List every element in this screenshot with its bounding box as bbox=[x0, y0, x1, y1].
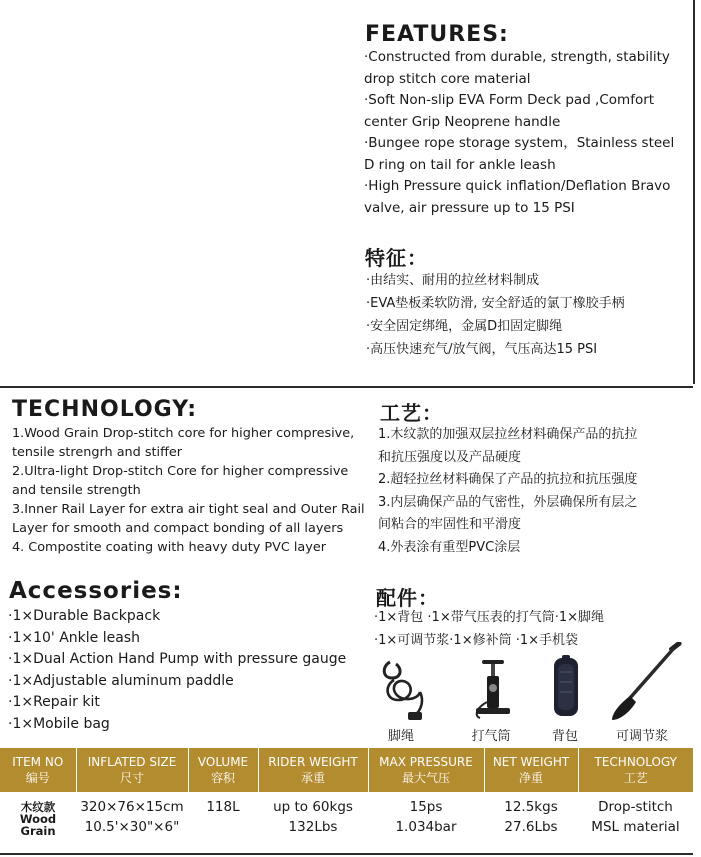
accessory-label: 背包 bbox=[551, 729, 578, 744]
table-row bbox=[0, 792, 693, 837]
accessory-label: 脚绳 bbox=[387, 729, 414, 744]
ankle-leash-icon bbox=[380, 656, 430, 722]
technology-cn-line: 4.外表涂有重型PVC涂层 bbox=[378, 539, 521, 555]
features-cn-line: ·EVA垫板柔软防滑, 安全舒适的氯丁橡胶手柄 bbox=[366, 296, 625, 311]
accessories-cn-title: 配件： bbox=[376, 586, 439, 610]
features-cn-line: ·安全固定绑绳，金属D扣固定脚绳 bbox=[366, 319, 563, 334]
features-line: drop stitch core material bbox=[364, 70, 531, 87]
accessories-cn-line: ·1×可调节浆·1×修补筒 ·1×手机袋 bbox=[374, 633, 579, 648]
technology-cn-line: 2.超轻拉丝材料确保了产品的抗拉和抗压强度 bbox=[378, 472, 638, 487]
spec-cell-net-weight: 12.5kgs 27.6Lbs bbox=[504, 799, 558, 835]
technology-cn-line: 3.内层确保产品的气密性，外层确保所有层之 bbox=[378, 494, 638, 510]
paddle-icon bbox=[608, 642, 686, 724]
technology-line: 4. Compostite coating with heavy duty PVC layer bbox=[12, 540, 326, 555]
features-list bbox=[364, 47, 674, 219]
spec-cell-volume: 118L bbox=[206, 799, 240, 815]
technology-line: 2.Ultra-light Drop-stitch Core for higher compressive bbox=[12, 464, 349, 479]
technology-cn-title: 工艺： bbox=[380, 401, 443, 425]
spec-cell-rider-weight: up to 60kgs 132Lbs bbox=[273, 799, 353, 835]
accessories-list bbox=[8, 606, 346, 735]
features-line: ·Constructed from durable, strength, stability bbox=[364, 49, 670, 65]
accessories-line: ·1×Repair kit bbox=[8, 694, 100, 710]
spec-header-rider-weight: RIDER WEIGHT 承重 bbox=[258, 748, 368, 792]
features-line: ·High Pressure quick inflation/Deflation Bravo bbox=[364, 178, 671, 194]
technology-title: TECHNOLOGY: bbox=[12, 397, 198, 422]
spec-header-item: ITEM NO 编号 bbox=[0, 748, 76, 792]
spec-header-technology: TECHNOLOGY 工艺 bbox=[578, 748, 693, 792]
technology-cn-line: 1.木纹款的加强双层拉丝材料确保产品的抗拉 bbox=[378, 427, 638, 442]
accessory-label: 打气筒 bbox=[471, 729, 511, 744]
features-line: valve, air pressure up to 15 PSI bbox=[364, 199, 575, 216]
accessory-label: 可调节浆 bbox=[615, 729, 668, 744]
features-line: ·Bungee rope storage system，Stainless steel bbox=[364, 135, 675, 151]
technology-line: 3.Inner Rail Layer for extra air tight seal and Outer Rail bbox=[12, 502, 365, 517]
features-cn-line: ·由结实、耐用的拉丝材料制成 bbox=[366, 273, 540, 288]
accessories-title: Accessories: bbox=[9, 578, 183, 604]
technology-line: Layer for smooth and compact bonding of all layers bbox=[12, 521, 344, 536]
features-line: ·Soft Non-slip EVA Form Deck pad ,Comfort bbox=[364, 92, 655, 108]
technology-list bbox=[12, 424, 365, 557]
spec-cell-size: 320×76×15cm 10.5'×30"×6" bbox=[80, 799, 184, 835]
accessories-line: ·1×Adjustable aluminum paddle bbox=[8, 672, 234, 689]
hand-pump-icon bbox=[468, 658, 518, 722]
accessories-cn-line: ·1×背包 ·1×带气压表的打气筒·1×脚绳 bbox=[374, 610, 605, 625]
accessories-line: ·1×Durable Backpack bbox=[8, 608, 161, 624]
features-cn-line: ·高压快速充气/放气阀，气压高达15 PSI bbox=[366, 342, 598, 357]
spec-header-volume: VOLUME 容积 bbox=[188, 748, 258, 792]
features-title: FEATURES: bbox=[365, 22, 509, 47]
accessories-line: ·1×Mobile bag bbox=[8, 715, 110, 732]
section-divider-top bbox=[0, 386, 693, 388]
spec-cell-max-pressure: 15ps 1.034bar bbox=[395, 799, 457, 835]
accessories-cn-list bbox=[374, 606, 604, 652]
features-line: center Grip Neoprene handle bbox=[364, 113, 561, 130]
spec-header-max-pressure: MAX PRESSURE 最大气压 bbox=[368, 748, 484, 792]
technology-line: 1.Wood Grain Drop-stitch core for higher compresive, bbox=[12, 426, 355, 441]
features-line: D ring on tail for ankle leash bbox=[364, 156, 556, 173]
features-cn-list bbox=[366, 269, 625, 361]
features-cn-title: 特征： bbox=[365, 246, 428, 270]
spec-header-row bbox=[0, 748, 693, 792]
accessories-line: ·1×10' Ankle leash bbox=[8, 629, 140, 646]
technology-cn-line: 和抗压强度以及产品硬度 bbox=[378, 449, 522, 465]
spec-header-net-weight: NET WEIGHT 净重 bbox=[484, 748, 578, 792]
backpack-icon bbox=[548, 654, 584, 720]
section-divider-bottom bbox=[0, 853, 693, 855]
technology-line: and tensile strength bbox=[12, 483, 141, 498]
spec-header-size: INFLATED SIZE 尺寸 bbox=[76, 748, 188, 792]
technology-cn-line: 间粘合的牢固性和平滑度 bbox=[378, 517, 522, 532]
right-border-line bbox=[693, 0, 695, 384]
spec-cell-technology: Drop-stitch MSL material bbox=[591, 799, 680, 835]
spec-table bbox=[0, 748, 693, 837]
technology-line: tensile strengrh and stiffer bbox=[12, 445, 183, 460]
spec-cell-item: 木纹款 Wood Grain bbox=[19, 800, 57, 838]
technology-cn-list bbox=[378, 424, 637, 559]
accessories-line: ·1×Dual Action Hand Pump with pressure gauge bbox=[8, 651, 347, 667]
